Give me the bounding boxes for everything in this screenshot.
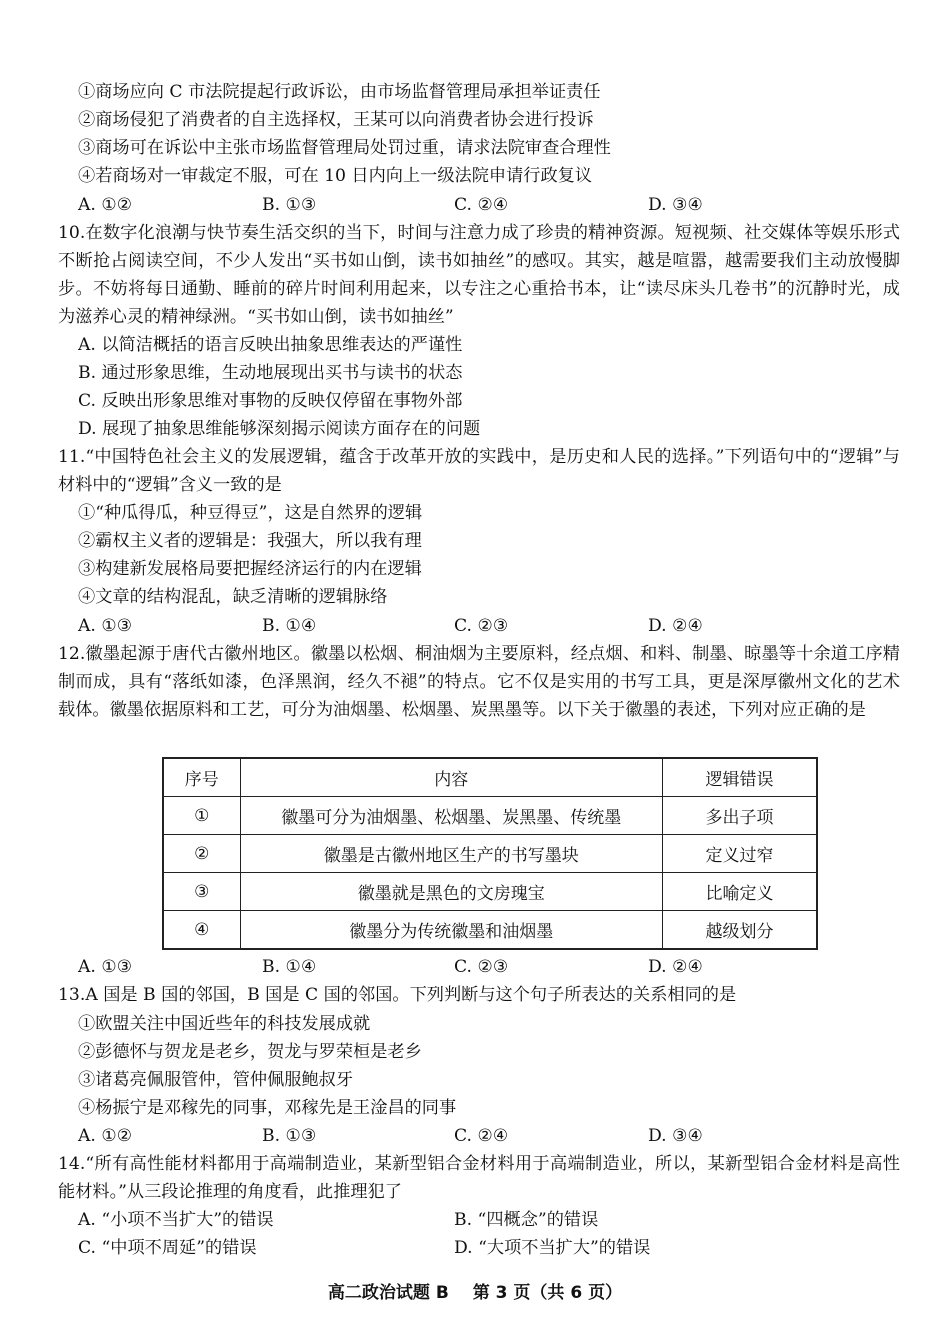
q10-option-d: D. 展现了抽象思维能够深刻揭示阅读方面存在的问题 xyxy=(78,419,481,439)
q10-number: 10. xyxy=(58,223,86,243)
q11-stem xyxy=(58,443,900,499)
q14-number: 14. xyxy=(58,1154,86,1174)
q13-item-4: ④杨振宁是邓稼先的同事，邓稼先是王淦昌的同事 xyxy=(78,1098,457,1118)
q14-option-a: A. “小项不当扩大”的错误 xyxy=(78,1210,274,1230)
q13-stem-text: A 国是 B 国的邻国，B 国是 C 国的邻国。下列判断与这个句子所表达的关系相同的是 xyxy=(85,985,737,1005)
table-cell-content: 徽墨是古徽州地区生产的书写墨块 xyxy=(240,835,662,873)
q13-item-2: ②彭德怀与贺龙是老乡，贺龙与罗荣桓是老乡 xyxy=(78,1042,422,1062)
q9-item-3: ③商场可在诉讼中主张市场监督管理局处罚过重，请求法院审查合理性 xyxy=(78,138,611,158)
q13-option-b: B. ①③ xyxy=(262,1126,317,1146)
q9-item-1: ①商场应向 C 市法院提起行政诉讼，由市场监督管理局承担举证责任 xyxy=(78,82,601,102)
q12-option-d: D. ②④ xyxy=(648,957,703,977)
q11-option-b: B. ①④ xyxy=(262,616,317,636)
table-cell-content: 徽墨分为传统徽墨和油烟墨 xyxy=(240,911,662,950)
q10-option-c: C. 反映出形象思维对事物的反映仅停留在事物外部 xyxy=(78,391,463,411)
q11-option-d: D. ②④ xyxy=(648,616,703,636)
table-cell-error: 多出子项 xyxy=(662,797,817,835)
q12-option-a: A. ①③ xyxy=(78,957,133,977)
q10-option-b: B. 通过形象思维，生动地展现出买书与读书的状态 xyxy=(78,363,463,383)
q13-stem xyxy=(58,981,900,1009)
table-cell-number: ④ xyxy=(163,911,240,950)
q13-item-3: ③诸葛亮佩服管仲，管仲佩服鲍叔牙 xyxy=(78,1070,354,1090)
footer-page-number: 第 3 页（共 6 页） xyxy=(472,1283,623,1303)
q11-item-1: ①“种瓜得瓜，种豆得豆”，这是自然界的逻辑 xyxy=(78,503,423,523)
q11-option-a: A. ①③ xyxy=(78,616,133,636)
table-row xyxy=(163,911,817,950)
table-header-content: 内容 xyxy=(240,758,662,797)
q11-option-c: C. ②③ xyxy=(454,616,509,636)
q9-item-4: ④若商场对一审裁定不服，可在 10 日内向上一级法院申请行政复议 xyxy=(78,166,593,186)
q13-option-a: A. ①② xyxy=(78,1126,133,1146)
q11-number: 11. xyxy=(58,447,86,467)
table-row xyxy=(163,835,817,873)
table-cell-content: 徽墨可分为油烟墨、松烟墨、炭黑墨、传统墨 xyxy=(240,797,662,835)
table-row xyxy=(163,873,817,911)
ink-classification-table xyxy=(162,757,818,950)
q12-option-c: C. ②③ xyxy=(454,957,509,977)
q9-option-c: C. ②④ xyxy=(454,195,509,215)
q11-stem-text: “中国特色社会主义的发展逻辑，蕴含于改革开放的实践中，是历史和人民的选择。”下列语句中的“逻辑”与材料中的“逻辑”含义一致的是 xyxy=(58,447,900,495)
q12-option-b: B. ①④ xyxy=(262,957,317,977)
footer-title: 高二政治试题 B xyxy=(327,1283,449,1303)
q12-number: 12. xyxy=(58,644,86,664)
q9-option-d: D. ③④ xyxy=(648,195,703,215)
q13-option-c: C. ②④ xyxy=(454,1126,509,1146)
q10-option-a: A. 以简洁概括的语言反映出抽象思维表达的严谨性 xyxy=(78,335,463,355)
q14-option-d: D. “大项不当扩大”的错误 xyxy=(454,1238,651,1258)
table-cell-error: 定义过窄 xyxy=(662,835,817,873)
q11-item-4: ④文章的结构混乱，缺乏清晰的逻辑脉络 xyxy=(78,587,388,607)
q13-option-d: D. ③④ xyxy=(648,1126,703,1146)
table-cell-error: 比喻定义 xyxy=(662,873,817,911)
table-header-error: 逻辑错误 xyxy=(662,758,817,797)
q11-item-3: ③构建新发展格局要把握经济运行的内在逻辑 xyxy=(78,559,422,579)
table-cell-error: 越级划分 xyxy=(662,911,817,950)
q12-stem-text: 徽墨起源于唐代古徽州地区。徽墨以松烟、桐油烟为主要原料，经点烟、和料、制墨、晾墨等十余道工序精制而成，具有“落纸如漆，色泽黑润，经久不褪”的特点。它不仅是实用的书写工具，更是深厚徽州文化的艺术载体。徽墨依据原料和工艺，可分为油烟墨、松烟墨、炭黑墨等。以下关于徽墨的表述，下列对应正确的是 xyxy=(58,644,900,720)
table-row xyxy=(163,797,817,835)
q13-number: 13. xyxy=(58,985,86,1005)
table-cell-number: ② xyxy=(163,835,240,873)
q14-stem xyxy=(58,1150,900,1206)
q14-stem-text: “所有高性能材料都用于高端制造业，某新型铝合金材料用于高端制造业，所以，某新型铝合金材料是高性能材料。”从三段论推理的角度看，此推理犯了 xyxy=(58,1154,900,1202)
page-footer xyxy=(0,1278,950,1303)
q10-stem xyxy=(58,219,900,331)
table-cell-number: ① xyxy=(163,797,240,835)
q11-item-2: ②霸权主义者的逻辑是：我强大，所以我有理 xyxy=(78,531,422,551)
table-header-row xyxy=(163,758,817,797)
q9-option-b: B. ①③ xyxy=(262,195,317,215)
q14-option-b: B. “四概念”的错误 xyxy=(454,1210,599,1230)
q9-option-a: A. ①② xyxy=(78,195,133,215)
q9-item-2: ②商场侵犯了消费者的自主选择权，王某可以向消费者协会进行投诉 xyxy=(78,110,594,130)
table-cell-content: 徽墨就是黑色的文房瑰宝 xyxy=(240,873,662,911)
q13-item-1: ①欧盟关注中国近些年的科技发展成就 xyxy=(78,1014,371,1034)
table-cell-number: ③ xyxy=(163,873,240,911)
q14-option-c: C. “中项不周延”的错误 xyxy=(78,1238,257,1258)
q12-stem xyxy=(58,640,900,724)
table-header-number: 序号 xyxy=(163,758,240,797)
q10-stem-text: 在数字化浪潮与快节奏生活交织的当下，时间与注意力成了珍贵的精神资源。短视频、社交媒体等娱乐形式不断抢占阅读空间，不少人发出“买书如山倒，读书如抽丝”的感叹。其实，越是喧嚣，越需要我们主动放慢脚步。不妨将每日通勤、睡前的碎片时间利用起来，以专注之心重拾书本，让“读尽床头几卷书”的沉静时光，成为滋养心灵的精神绿洲。“买书如山倒，读书如抽丝” xyxy=(58,223,900,327)
